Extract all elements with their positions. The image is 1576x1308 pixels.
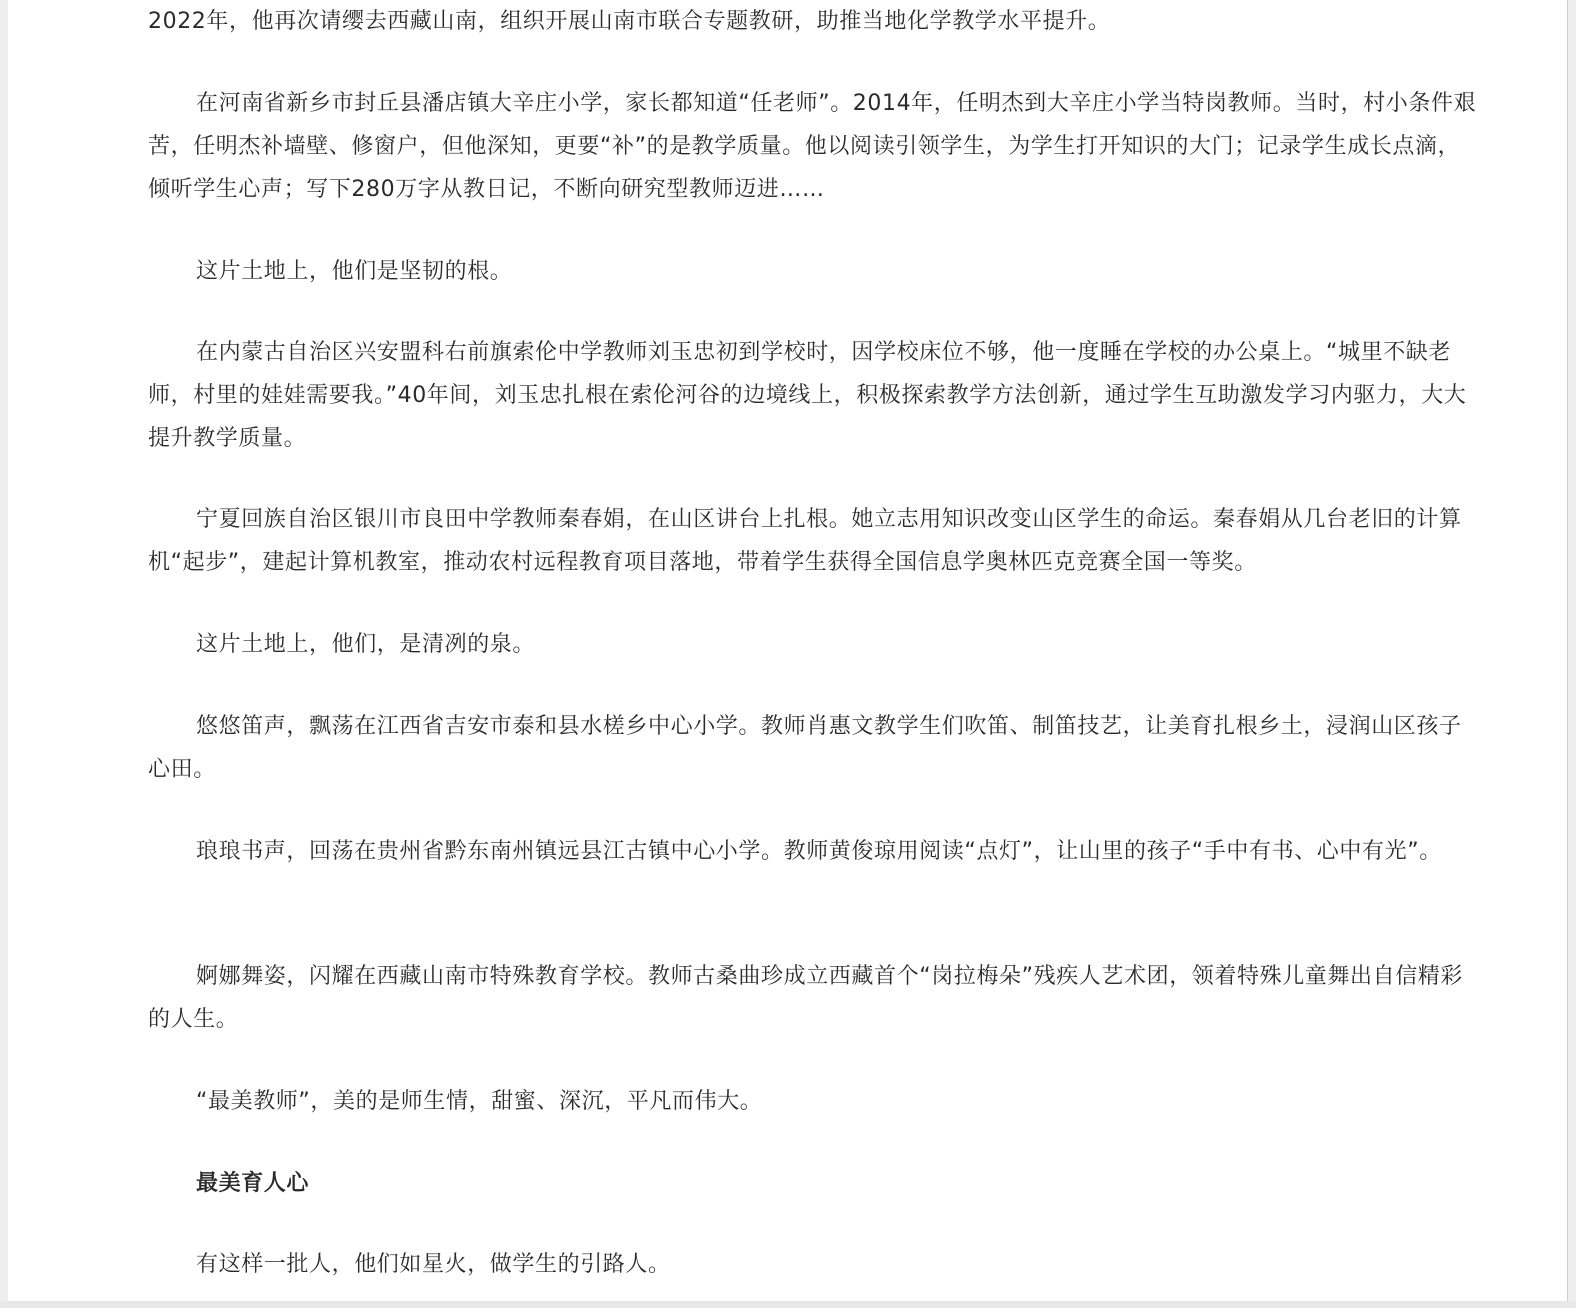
paragraph-gusang-quzhen: 婀娜舞姿，闪耀在西藏山南市特殊教育学校。教师古桑曲珍成立西藏首个“岗拉梅朵”残疾人艺术团，领着特殊儿童舞出自信精彩的人生。 [148, 964, 1463, 1032]
paragraph-qin-chunjuan: 宁夏回族自治区银川市良田中学教师秦春娟，在山区讲台上扎根。她立志用知识改变山区学生的命运。秦春娟从几台老旧的计算机“起步”，建起计算机教室，推动农村远程教育项目落地，带着学生获得全国信息学奥林匹克竞赛全国一等奖。 [148, 507, 1462, 575]
paragraph-huang-junqiong: 琅琅书声，回荡在贵州省黔东南州镇远县江古镇中心小学。教师黄俊琼用阅读“点灯”，让山里的孩子“手中有书、心中有光”。 [196, 839, 1442, 864]
document-page [8, 0, 1568, 1301]
paragraph-spring: 这片土地上，他们，是清冽的泉。 [196, 632, 536, 657]
paragraph-ren-mingjie: 在河南省新乡市封丘县潘店镇大辛庄小学，家长都知道“任老师”。2014年，任明杰到大辛庄小学当特岗教师。当时，村小条件艰苦，任明杰补墙壁、修窗户，但他深知，更要“补”的是教学质量。他以阅读引领学生，为学生打开知识的大门；记录学生成长点滴，倾听学生心声；写下280万字从教日记，不断向研究型教师迈进…… [148, 91, 1477, 202]
page-bottom-edge [0, 1301, 1576, 1308]
paragraph-continuation: 2022年，他再次请缨去西藏山南，组织开展山南市联合专题教研，助推当地化学教学水平提升。 [148, 9, 1111, 34]
paragraph-liu-yuzhong: 在内蒙古自治区兴安盟科右前旗索伦中学教师刘玉忠初到学校时，因学校床位不够，他一度睡在学校的办公桌上。“城里不缺老师，村里的娃娃需要我。”40年间，刘玉忠扎根在索伦河谷的边境线上，积极探索教学方法创新，通过学生互助激发学习内驱力，大大提升教学质量。 [148, 340, 1467, 451]
paragraph-xiao-huiwen: 悠悠笛声，飘荡在江西省吉安市泰和县水槎乡中心小学。教师肖惠文教学生们吹笛、制笛技艺，让美育扎根乡土，浸润山区孩子心田。 [148, 714, 1462, 782]
section-heading: 最美育人心 [196, 1171, 310, 1196]
paragraph-roots: 这片土地上，他们是坚韧的根。 [196, 259, 513, 284]
paragraph-most-beautiful-teacher: “最美教师”，美的是师生情，甜蜜、深沉，平凡而伟大。 [196, 1089, 763, 1114]
paragraph-guiding-light: 有这样一批人，他们如星火，做学生的引路人。 [196, 1252, 671, 1277]
